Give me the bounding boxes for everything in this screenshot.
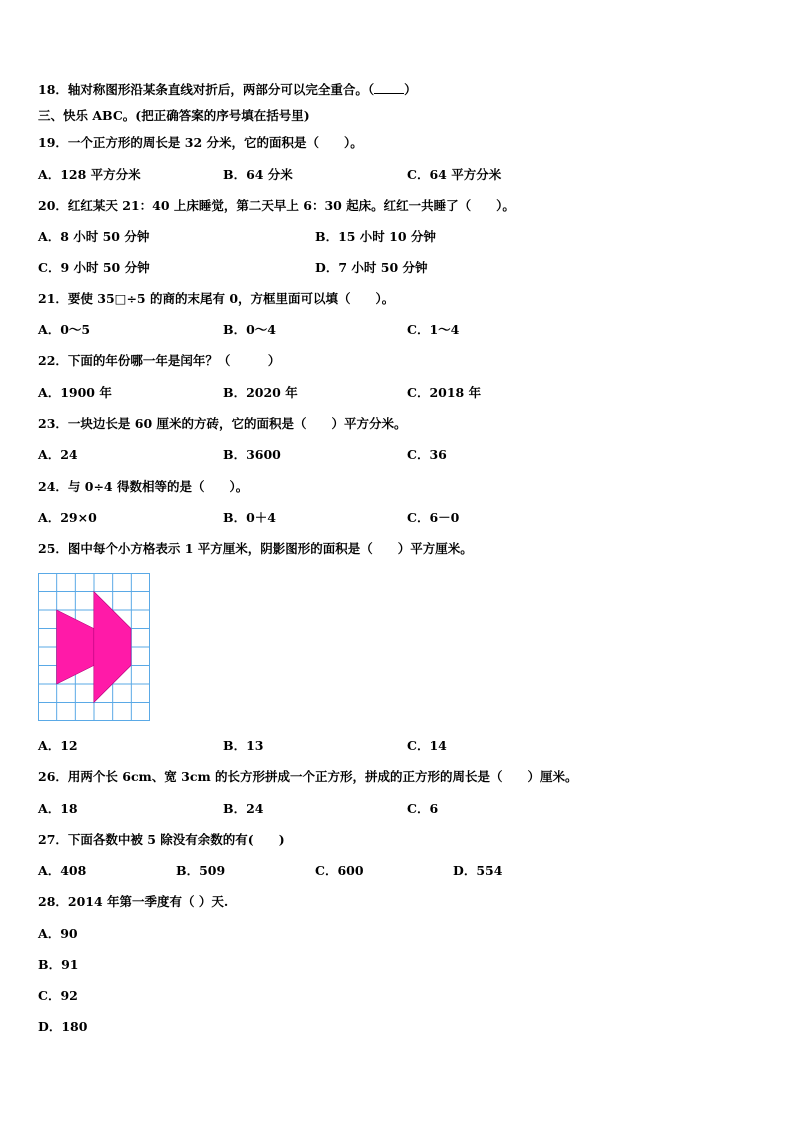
question-18-text: 18．轴对称图形沿某条直线对折后，两部分可以完全重合。（ [38,82,375,97]
question-22-option-c[interactable]: C．2018 年 [407,385,482,400]
question-20-stem: 20．红红某天 21：40 上床睡觉，第二天早上 6：30 起床。红红一共睡了（ ）。 [38,198,515,213]
question-28-option-a[interactable]: A．90 [38,926,78,941]
question-25-option-b[interactable]: B．13 [223,738,264,753]
answer-blank[interactable] [374,82,404,94]
question-26-option-c[interactable]: C．6 [407,801,439,816]
question-21-option-a[interactable]: A．0～5 [38,322,91,337]
question-27-option-c[interactable]: C．600 [315,863,364,878]
question-19-option-a[interactable]: A．128 平方分米 [38,167,141,182]
question-27-option-b[interactable]: B．509 [176,863,226,878]
question-21-option-b[interactable]: B．0～4 [223,322,276,337]
question-23-stem: 23．一块边长是 60 厘米的方砖，它的面积是（ ）平方分米。 [38,416,407,431]
question-24-option-a[interactable]: A．29×0 [38,510,97,525]
question-22-stem: 22．下面的年份哪一年是闰年？（ ） [38,353,281,368]
question-20-option-a[interactable]: A．8 小时 50 分钟 [38,229,150,244]
question-26-stem: 26．用两个长 6cm、宽 3cm 的长方形拼成一个正方形，拼成的正方形的周长是（ ）厘米。 [38,769,578,784]
section-title: 三、快乐 ABC。(把正确答案的序号填在括号里) [38,108,310,123]
area-grid-figure [38,573,150,721]
question-27-option-d[interactable]: D．554 [453,863,503,878]
question-25-stem: 25．图中每个小方格表示 1 平方厘米，阴影图形的面积是（ ）平方厘米。 [38,541,473,556]
question-20-option-c[interactable]: C．9 小时 50 分钟 [38,260,150,275]
question-26-option-a[interactable]: A．18 [38,801,78,816]
question-27-option-a[interactable]: A．408 [38,863,87,878]
question-19-option-b[interactable]: B．64 分米 [223,167,293,182]
question-22-option-a[interactable]: A．1900 年 [38,385,112,400]
question-28-option-d[interactable]: D．180 [38,1019,88,1034]
question-24-option-b[interactable]: B．0＋4 [223,510,276,525]
question-26-option-b[interactable]: B．24 [223,801,264,816]
question-18-close: ） [404,82,417,97]
question-23-option-c[interactable]: C．36 [407,447,447,462]
question-28-option-c[interactable]: C．92 [38,988,78,1003]
question-20-option-d[interactable]: D．7 小时 50 分钟 [315,260,428,275]
question-28-option-b[interactable]: B．91 [38,957,79,972]
question-24-option-c[interactable]: C．6－0 [407,510,460,525]
question-25-option-c[interactable]: C．14 [407,738,447,753]
question-28-stem: 28．2014 年第一季度有（ ）天. [38,894,229,909]
question-21-option-c[interactable]: C．1～4 [407,322,460,337]
question-22-option-b[interactable]: B．2020 年 [223,385,298,400]
question-23-option-a[interactable]: A．24 [38,447,78,462]
question-19-stem: 19．一个正方形的周长是 32 分米，它的面积是（ ）。 [38,135,363,150]
question-27-stem: 27．下面各数中被 5 除没有余数的有( ) [38,832,285,847]
question-20-option-b[interactable]: B．15 小时 10 分钟 [315,229,436,244]
question-21-stem: 21．要使 35□÷5 的商的末尾有 0，方框里面可以填（ ）。 [38,291,395,306]
question-19-option-c[interactable]: C．64 平方分米 [407,167,502,182]
question-23-option-b[interactable]: B．3600 [223,447,281,462]
question-18 [38,82,417,98]
question-25-option-a[interactable]: A．12 [38,738,78,753]
question-24-stem: 24．与 0÷4 得数相等的是（ ）。 [38,479,249,494]
shaded-shape-left [57,610,94,684]
